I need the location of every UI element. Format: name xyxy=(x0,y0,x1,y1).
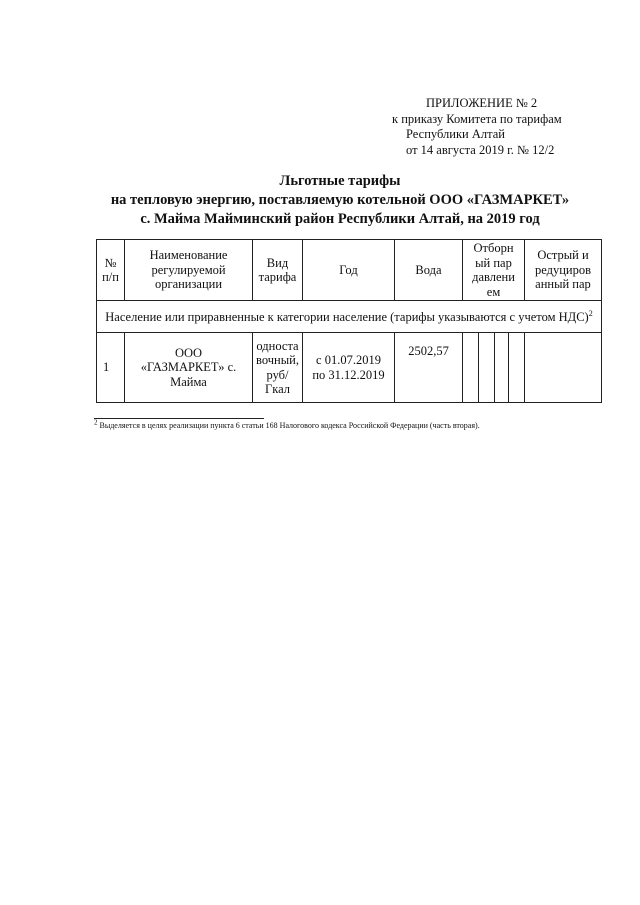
title-line-3: с. Майма Майминский район Республики Алтай, на 2019 год xyxy=(140,211,540,227)
tariff-table xyxy=(96,239,602,403)
appendix-region: Республики Алтай xyxy=(406,127,505,141)
row-num: 1 xyxy=(97,333,125,403)
row-organization: ООО «ГАЗМАРКЕТ» с. Майма xyxy=(125,333,253,403)
row-steam-cell-2 xyxy=(479,333,495,403)
table-row xyxy=(97,333,602,403)
category-text: Население или приравненные к категории население (тарифы указываются с учетом НДС) xyxy=(105,309,589,324)
row-period: с 01.07.2019 по 31.12.2019 xyxy=(303,333,395,403)
footnote xyxy=(94,418,614,431)
header-year: Год xyxy=(303,240,395,301)
row-steam-cell-3 xyxy=(495,333,509,403)
header-organization: Наименование регулируемой организации xyxy=(125,240,253,301)
category-cell xyxy=(97,301,602,333)
appendix-date: от 14 августа 2019 г. № 12/2 xyxy=(406,142,555,157)
header-extracted-steam: Отборн ый пар давлени ем xyxy=(463,240,525,301)
row-sharp-steam xyxy=(525,333,602,403)
footnote-text: Выделяется в целях реализации пункта 6 статьи 168 Налогового кодекса Российской Федерации (часть вторая). xyxy=(99,421,480,430)
title-line-2: на тепловую энергию, поставляемую котельной ООО «ГАЗМАРКЕТ» xyxy=(110,192,570,208)
header-tariff-type: Вид тарифа xyxy=(253,240,303,301)
appendix-order-ref: к приказу Комитета по тарифам xyxy=(392,111,562,126)
row-water-value: 2502,57 xyxy=(395,333,463,403)
row-steam-cell-4 xyxy=(509,333,525,403)
footnote-separator xyxy=(94,418,264,419)
appendix-block xyxy=(392,96,632,158)
header-sharp-steam: Острый и редуциров анный пар xyxy=(525,240,602,301)
header-num: № п/п xyxy=(97,240,125,301)
footnote-mark: 2 xyxy=(94,418,98,427)
appendix-title: ПРИЛОЖЕНИЕ № 2 xyxy=(426,96,538,110)
category-row xyxy=(97,301,602,333)
row-steam-cell-1 xyxy=(463,333,479,403)
table-header-row xyxy=(97,240,602,301)
document-title xyxy=(60,172,620,229)
title-line-1: Льготные тарифы xyxy=(279,173,401,189)
header-water: Вода xyxy=(395,240,463,301)
category-footnote-ref: 2 xyxy=(588,308,593,318)
row-tariff-type: односта вочный, руб/Гкал xyxy=(253,333,303,403)
